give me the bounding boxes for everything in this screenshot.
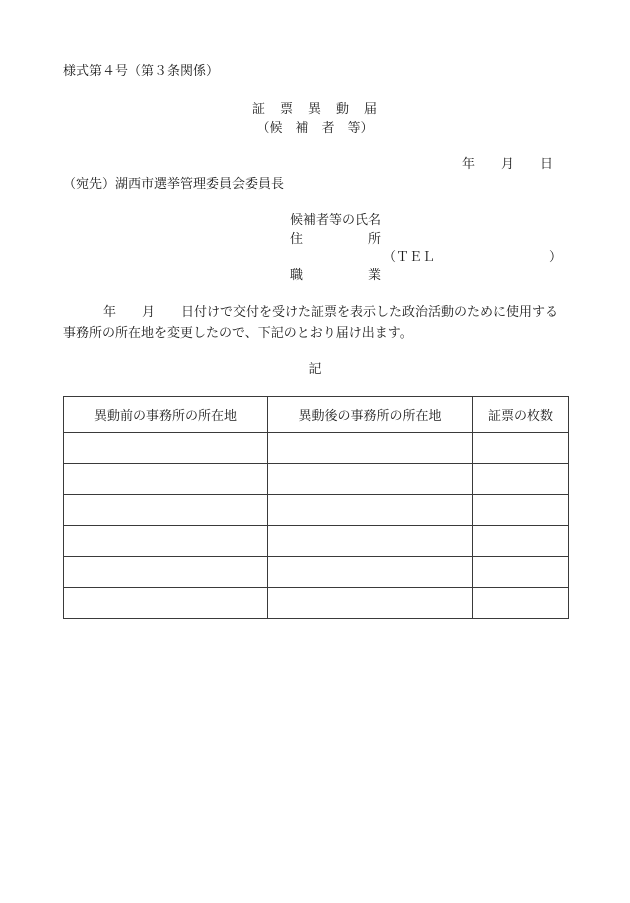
table-row: [64, 495, 569, 526]
tel-label: （ＴＥＬ: [383, 250, 436, 265]
office-before-cell[interactable]: [64, 433, 268, 464]
office-after-cell[interactable]: [268, 526, 473, 557]
office-before-cell[interactable]: [64, 557, 268, 588]
office-before-cell[interactable]: [64, 495, 268, 526]
document-subtitle: （候 補 者 等）: [256, 121, 374, 136]
certificate-count-cell[interactable]: [473, 495, 569, 526]
certificate-count-cell[interactable]: [473, 557, 569, 588]
table-row: [64, 588, 569, 619]
document-title: 証 票 異 動 届: [251, 102, 378, 117]
header-certificate-count: 証票の枚数: [473, 397, 569, 433]
office-after-cell[interactable]: [268, 433, 473, 464]
header-office-after: 異動後の事務所の所在地: [268, 397, 473, 433]
tel-close-paren: ）: [549, 250, 563, 265]
body-text: 年 月 日付けで交付を受けた証票を表示した政治活動のために使用する事務所の所在地を変更したので、下記のとおり届け出ます。: [63, 305, 559, 341]
office-change-table: [63, 396, 569, 619]
office-before-cell[interactable]: [64, 526, 268, 557]
address-label: 住 所: [290, 232, 382, 247]
certificate-count-cell[interactable]: [473, 464, 569, 495]
addressee: （宛先）湖西市選挙管理委員会委員長: [63, 177, 285, 192]
office-after-cell[interactable]: [268, 588, 473, 619]
office-before-cell[interactable]: [64, 588, 268, 619]
table-row: [64, 557, 569, 588]
certificate-count-cell[interactable]: [473, 526, 569, 557]
table-row: [64, 433, 569, 464]
office-before-cell[interactable]: [64, 464, 268, 495]
certificate-count-cell[interactable]: [473, 433, 569, 464]
table-row: [64, 464, 569, 495]
form-number: 様式第４号（第３条関係）: [63, 64, 220, 79]
table-row: [64, 526, 569, 557]
ki-label: 記: [308, 362, 322, 377]
office-after-cell[interactable]: [268, 464, 473, 495]
table-header-row: [64, 397, 569, 433]
occupation-label: 職 業: [290, 268, 382, 283]
header-office-before: 異動前の事務所の所在地: [64, 397, 268, 433]
date-line: 年 月 日: [462, 157, 554, 172]
candidate-name-label: 候補者等の氏名: [290, 213, 382, 228]
office-after-cell[interactable]: [268, 495, 473, 526]
office-after-cell[interactable]: [268, 557, 473, 588]
certificate-count-cell[interactable]: [473, 588, 569, 619]
